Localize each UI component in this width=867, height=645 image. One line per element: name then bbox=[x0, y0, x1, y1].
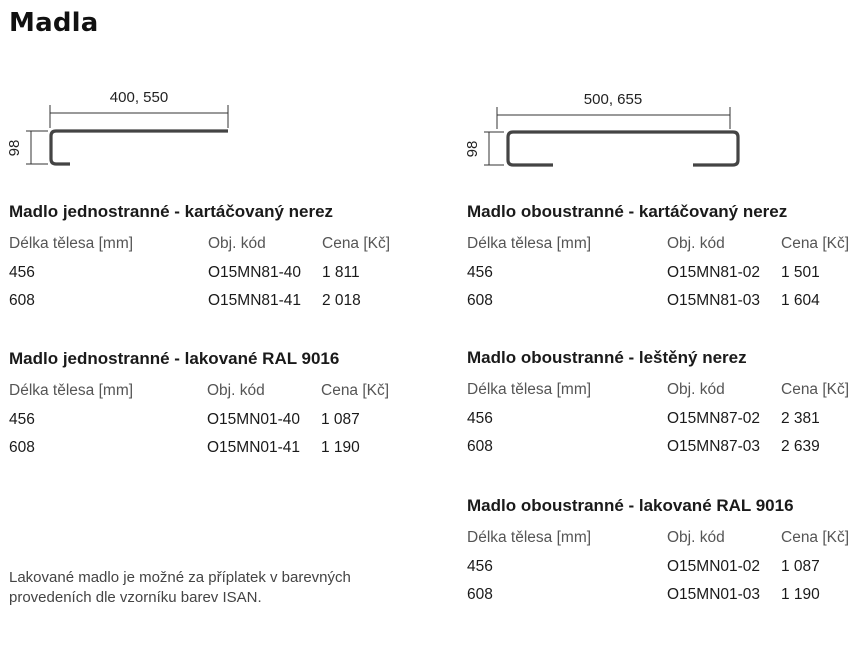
table-row bbox=[467, 287, 849, 316]
col-header-code: Obj. kód bbox=[207, 382, 265, 400]
col-header-length: Délka tělesa [mm] bbox=[467, 529, 592, 547]
table-header-row bbox=[9, 230, 390, 259]
col-header-price: Cena [Kč] bbox=[321, 382, 390, 400]
section-title: Madlo oboustranné - lakované RAL 9016 bbox=[467, 496, 794, 515]
col-header-length: Délka tělesa [mm] bbox=[9, 382, 134, 400]
cell-code: O15MN81-02 bbox=[667, 263, 761, 281]
cell-code: O15MN81-03 bbox=[667, 292, 761, 310]
cell-length: 456 bbox=[467, 409, 493, 427]
cell-length: 456 bbox=[9, 410, 35, 428]
section-double-lacquered bbox=[467, 494, 849, 610]
table-row bbox=[467, 433, 849, 462]
cell-length: 608 bbox=[467, 292, 493, 310]
table-header-row bbox=[9, 377, 389, 406]
width-dimension-label: 400, 550 bbox=[109, 89, 169, 106]
cell-price: 2 018 bbox=[322, 292, 361, 310]
section-title: Madlo oboustranné - leštěný nerez bbox=[467, 348, 747, 367]
table-row bbox=[467, 553, 849, 582]
cell-price: 1 501 bbox=[781, 263, 820, 281]
table-row bbox=[9, 259, 390, 288]
col-header-code: Obj. kód bbox=[667, 235, 725, 253]
cell-code: O15MN01-41 bbox=[207, 439, 301, 457]
width-dimension-label: 500, 655 bbox=[583, 91, 643, 108]
cell-price: 1 811 bbox=[322, 263, 360, 281]
height-dimension-label: 98 bbox=[6, 139, 23, 157]
table-header-row bbox=[467, 230, 849, 259]
table-row bbox=[467, 259, 849, 288]
section-double-brushed bbox=[467, 200, 849, 316]
table-row bbox=[9, 287, 390, 316]
table-row bbox=[9, 434, 389, 463]
cell-length: 608 bbox=[467, 438, 493, 456]
col-header-length: Délka tělesa [mm] bbox=[467, 235, 592, 253]
cell-length: 456 bbox=[467, 263, 493, 281]
cell-code: O15MN81-41 bbox=[208, 292, 302, 310]
cell-price: 1 604 bbox=[781, 292, 820, 310]
cell-code: O15MN87-02 bbox=[667, 409, 761, 427]
height-dimension-label: 98 bbox=[464, 140, 481, 158]
table-header-row bbox=[467, 524, 849, 553]
cell-code: O15MN87-03 bbox=[667, 438, 761, 456]
col-header-price: Cena [Kč] bbox=[781, 529, 850, 547]
page-title: Madla bbox=[9, 8, 99, 38]
cell-length: 456 bbox=[9, 263, 35, 281]
cell-code: O15MN81-40 bbox=[208, 263, 302, 281]
col-header-code: Obj. kód bbox=[208, 235, 266, 253]
section-title: Madlo jednostranné - kartáčovaný nerez bbox=[9, 202, 334, 221]
table-header-row bbox=[467, 376, 849, 405]
table-row bbox=[467, 581, 849, 610]
cell-code: O15MN01-02 bbox=[667, 557, 761, 575]
col-header-length: Délka tělesa [mm] bbox=[9, 235, 134, 253]
diagram-single-handle bbox=[0, 85, 240, 175]
section-single-brushed bbox=[9, 200, 390, 316]
price-table bbox=[467, 230, 849, 316]
section-single-lacquered bbox=[9, 347, 389, 463]
cell-code: O15MN01-40 bbox=[207, 410, 301, 428]
section-title: Madlo oboustranné - kartáčovaný nerez bbox=[467, 202, 788, 221]
cell-length: 608 bbox=[9, 292, 35, 310]
cell-length: 608 bbox=[9, 439, 35, 457]
price-table bbox=[467, 376, 849, 462]
diagram-double-handle bbox=[458, 86, 748, 176]
table-row bbox=[9, 406, 389, 435]
col-header-length: Délka tělesa [mm] bbox=[467, 381, 592, 399]
section-title: Madlo jednostranné - lakované RAL 9016 bbox=[9, 349, 340, 368]
col-header-price: Cena [Kč] bbox=[322, 235, 391, 253]
cell-price: 2 639 bbox=[781, 438, 820, 456]
col-header-code: Obj. kód bbox=[667, 381, 725, 399]
cell-length: 456 bbox=[467, 557, 493, 575]
cell-price: 1 190 bbox=[781, 586, 820, 604]
cell-price: 1 087 bbox=[321, 410, 360, 428]
cell-code: O15MN01-03 bbox=[667, 586, 761, 604]
col-header-code: Obj. kód bbox=[667, 529, 725, 547]
col-header-price: Cena [Kč] bbox=[781, 381, 850, 399]
price-table bbox=[467, 524, 849, 610]
price-table bbox=[9, 230, 390, 316]
cell-length: 608 bbox=[467, 586, 493, 604]
col-header-price: Cena [Kč] bbox=[781, 235, 850, 253]
cell-price: 2 381 bbox=[781, 409, 820, 427]
section-double-polished bbox=[467, 346, 849, 462]
table-row bbox=[467, 405, 849, 434]
lacquer-note: Lakované madlo je možné za příplatek v barevných provedeních dle vzorníku barev ISAN. bbox=[9, 569, 351, 606]
cell-price: 1 087 bbox=[781, 557, 820, 575]
cell-price: 1 190 bbox=[321, 439, 360, 457]
price-table bbox=[9, 377, 389, 463]
